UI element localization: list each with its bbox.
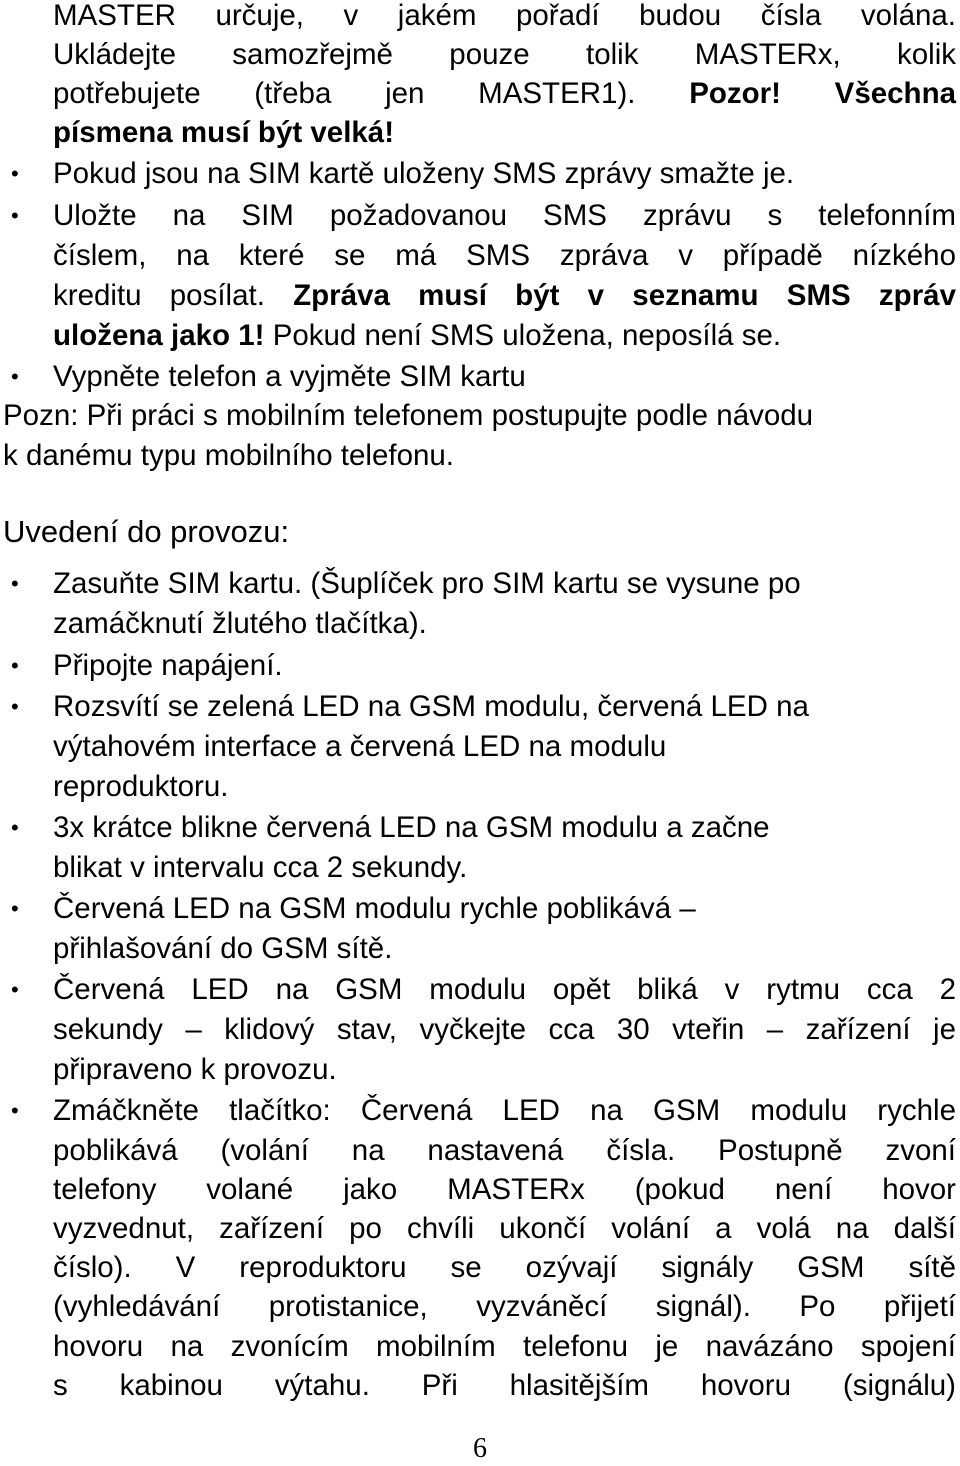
intro-line-3: potřebujete (třeba jen MASTER1). Pozor! Všechna [53,77,956,110]
step-line: poblikává (volání na nastavená čísla. Postupně zvoní [53,1134,956,1167]
list-item-line: kreditu posílat. Zpráva musí být v seznamu SMS zpráv [53,279,956,312]
bullet-icon: • [11,653,19,678]
list-item-line: číslem, na které se má SMS zpráva v případě nízkého [53,239,956,272]
page-number: 6 [473,1433,487,1464]
step-line: telefony volané jako MASTERx (pokud není hovor [53,1173,956,1206]
warning-text: Pozor! Všechna [689,77,956,110]
note-line-2: k danému typu mobilního telefonu. [3,439,454,472]
step-line: Červená LED na GSM modulu rychle poblikává – [53,892,696,925]
step-line: blikat v intervalu cca 2 sekundy. [53,851,468,884]
bullet-icon: • [11,203,19,228]
step-line: Připojte napájení. [53,649,283,682]
bullet-icon: • [11,815,19,840]
step-line: připraveno k provozu. [53,1053,337,1086]
step-line: přihlašování do GSM sítě. [53,932,393,965]
section-heading: Uvedení do provozu: [3,514,290,549]
step-line: 3x krátce blikne červená LED na GSM modulu a začne [53,811,770,844]
step-line: (vyhledávání protistanice, vyzváněcí signál). Po přijetí [53,1290,956,1323]
step-line: sekundy – klidový stav, vyčkejte cca 30 vteřin – zařízení je [53,1013,956,1046]
intro-line-4: písmena musí být velká! [53,116,395,149]
step-line: Červená LED na GSM modulu opět bliká v rytmu cca 2 [53,973,956,1006]
step-line: hovoru na zvonícím mobilním telefonu je navázáno spojení [53,1330,956,1363]
note-line-1: Pozn: Při práci s mobilním telefonem postupujte podle návodu [3,399,814,432]
step-line: Rozsvítí se zelená LED na GSM modulu, červená LED na [53,690,809,723]
intro-line-2: Ukládejte samozřejmě pouze tolik MASTERx, kolik [53,38,956,71]
bullet-icon: • [11,161,19,186]
list-item: Pokud jsou na SIM kartě uloženy SMS zprávy smažte je. [53,157,795,190]
step-line: vyzvednut, zařízení po chvíli ukončí volání a volá na další [53,1212,956,1245]
emphasis-text: Zpráva musí být v seznamu SMS zpráv [293,279,956,312]
step-line: číslo). V reproduktoru se ozývají signály GSM sítě [53,1251,956,1284]
list-item-line: uložena jako 1! Pokud není SMS uložena, neposílá se. [53,319,782,352]
list-item: Vypněte telefon a vyjměte SIM kartu [53,360,526,393]
bullet-icon: • [11,977,19,1002]
emphasis-text: uložena jako 1! [53,319,265,352]
step-line: reproduktoru. [53,770,229,803]
bullet-icon: • [11,694,19,719]
step-line: Zmáčkněte tlačítko: Červená LED na GSM modulu rychle [53,1094,956,1127]
intro-line-1: MASTER určuje, v jakém pořadí budou čísla volána. [53,0,956,32]
list-item-line: Uložte na SIM požadovanou SMS zprávu s telefonním [53,199,956,232]
bullet-icon: • [11,571,19,596]
step-line: Zasuňte SIM kartu. (Šuplíček pro SIM kartu se vysune po [53,567,801,600]
step-line: zamáčknutí žlutého tlačítka). [53,607,427,640]
bullet-icon: • [11,896,19,921]
bullet-icon: • [11,1098,19,1123]
bullet-icon: • [11,364,19,389]
step-line: s kabinou výtahu. Při hlasitějším hovoru (signálu) [53,1369,956,1402]
step-line: výtahovém interface a červená LED na modulu [53,730,667,763]
